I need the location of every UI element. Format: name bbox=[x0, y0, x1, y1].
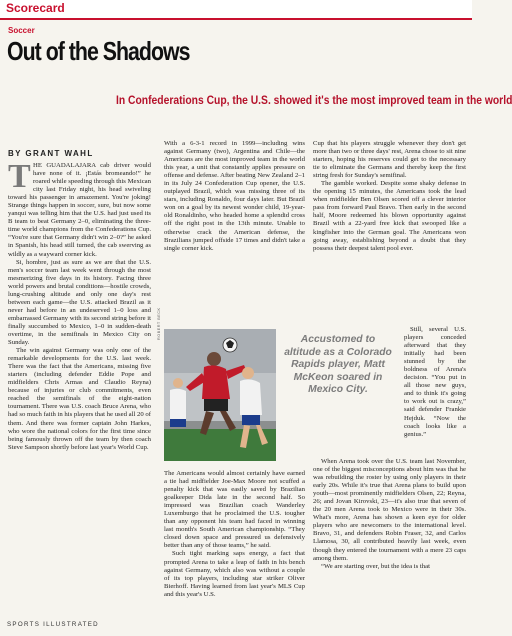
headline: Out of the Shadows bbox=[7, 36, 190, 66]
paragraph-2: Si, hombre, just as sure as we are that the U.S. men's soccer team last week went through the most mesmerizing five days in its history. Facing three world powers and brutal conditions—hostile crowds, lung-crushing altitude and only one day's rest between each game—the U.S. attacked Brazil as it never had before in an undeserved 1–0 loss and embarrassed Germany with its second string before it finally succumbed to Mexico, 1–0 in sudden-death overtime, in the semifinals in Mexico City on Sunday. bbox=[8, 258, 151, 347]
paragraph-1 bbox=[8, 158, 151, 259]
paragraph-6: Such tight marking saps energy, a fact that prompted Arena to take a leap of faith in his bench against Germany, which also was without a couple of its top players, including star striker Oliver Bierhoff. Having learned from last year's MLS Cup and this year's U.S. bbox=[164, 550, 305, 598]
kicker: Soccer bbox=[8, 26, 35, 35]
article-column-2-top bbox=[164, 140, 305, 330]
players-heading-ball-illustration bbox=[164, 329, 276, 461]
article-column-3-top bbox=[313, 140, 466, 327]
magazine-footer: SPORTS ILLUSTRATED bbox=[7, 621, 99, 628]
article-column-1 bbox=[8, 158, 151, 598]
paragraph-5: The Americans would almost certainly have earned a tie had midfielder Joe-Max Moore not scuffed a penalty kick that was easily saved by Brazilian goalkeeper Dida late in the second half. So impressed was Brazilian coach Wanderley Luxemburgo that he proclaimed the U.S. tougher than any opponent his team had faced in winning last month's South American championship. “They closed down space and pressured us defensively better than any of those teams,” he said. bbox=[164, 470, 305, 550]
photo-credit: ROBERT BECK bbox=[157, 307, 161, 340]
paragraph-10: When Arena took over the U.S. team last November, one of the biggest misconceptions about him was that he was rebuilding the roster by using only players in their early 20s. While it's true that Arena plans to build upon youth—most prominently midfielders Olsen, 22; Reyna, 26; and Jovan Kirovski, 23—it's also true that seven of the 20 men Arena took to Mexico were in their 30s. What's more, Arena has shown a keen eye for older players who are newcomers to the international level. Bravo, 31, and defenders Robin Fraser, 32, and Carlos Llamosa, 30, all contributed heavily last week, even though they entered the tournament with a mere 23 caps among them. bbox=[313, 458, 466, 562]
paragraph-8: The gamble worked. Despite some shaky defense in the opening 15 minutes, the Americans took the lead when midfielder Ben Olsen scored off a clever interior pass from forward Paul Bravo. Then early in the second half, Moore redeemed his blown opportunity against Brazil with a 22-yard free kick that swooped like a kingfisher into the German goal. The Americans won going away, establishing beyond a doubt that they possess their deepest talent pool ever. bbox=[313, 180, 466, 252]
article-column-2-bottom bbox=[164, 470, 305, 610]
paragraph-11: “We are starting over, but the idea is that bbox=[321, 562, 430, 570]
paragraph-3: The win against Germany was only one of the remarkable developments for the U.S. last week. There was the fact that the Americans, missing five starters (including defender Eddie Pope and midfielders Chris Armas and Claudio Reyna) because of injuries or club commitments, even reached the semifinals of the eight-nation tournament. There was U.S. coach Bruce Arena, who had so much faith in his players that he used all 20 of them. And there was former captain John Harkes, who wore the national colors for the first time since being famously thrown off the team by then coach Steve Sampson shortly before last year's World Cup. bbox=[8, 347, 151, 451]
deck: In Confederations Cup, the U.S. showed it's the most improved team in the world bbox=[116, 93, 512, 107]
drop-cap: T bbox=[8, 158, 31, 195]
paragraph-1-text: HE GUADALAJARA cab driver would have none of it. ¡Estás bromeando!” he roared while speeding through this Mexican city last Friday night, his head swiveling toward his passenger in amazement. You're joking! Strange things happen in soccer, sure, but now some yanqui was telling him that the U.S. had just used its B team to beat Germany 2–0, eliminating the three-time world champions from the Confederations Cup. “You're sure that Germany didn't win 2–0?” he asked in Spanish, his head still turned, the cab swerving as wildly as a wayward corner kick. bbox=[8, 162, 151, 258]
article-column-3-middle bbox=[404, 326, 466, 460]
paragraph-9: Still, several U.S. players conceded afterward that they initially had been stunned by the boldness of Arena's decision. “You put in all those new guys, and to think it's going to work out is crazy,” said defender Frankie Hejduk. “Now the coach looks like a genius.” bbox=[404, 326, 466, 438]
article-column-3-bottom bbox=[313, 458, 466, 610]
byline: BY GRANT WAHL bbox=[8, 149, 94, 158]
section-label: Scorecard bbox=[6, 1, 65, 15]
match-photo bbox=[164, 329, 276, 461]
paragraph-4: With a 6-3-1 record in 1999—including wins against Germany (two), Argentina and Chile—the Americans are the most improved team in the world this year, a unit that constantly applies pressure on offense and defense. After beating New Zealand 2–1 in its July 24 Confederation Cup opener, the U.S. outplayed Brazil, which was missing three of its stars, including Ronaldo, four days later. But Brazil won on a goal by its newest wonder child, 19-year-old Ronaldinho, who headed home a splendid cross off the right post in the 13th minute. Unable to otherwise crack the American defense, the Brazilians jumped offside 17 times and didn't take a single corner kick. bbox=[164, 140, 305, 252]
header-bar bbox=[0, 0, 472, 20]
paragraph-7: Cup that his players struggle whenever they don't get more than two or three days' rest, Arena chose to sit nine starters, hoping his reserves could get to the necessary tie to eliminate the Germans and thereby keep the first string fresh for Sunday's semifinal. bbox=[313, 140, 466, 180]
pull-quote: Accustomed to altitude as a Colorado Rapids player, Matt McKeon soared in Mexico City. bbox=[284, 334, 392, 396]
